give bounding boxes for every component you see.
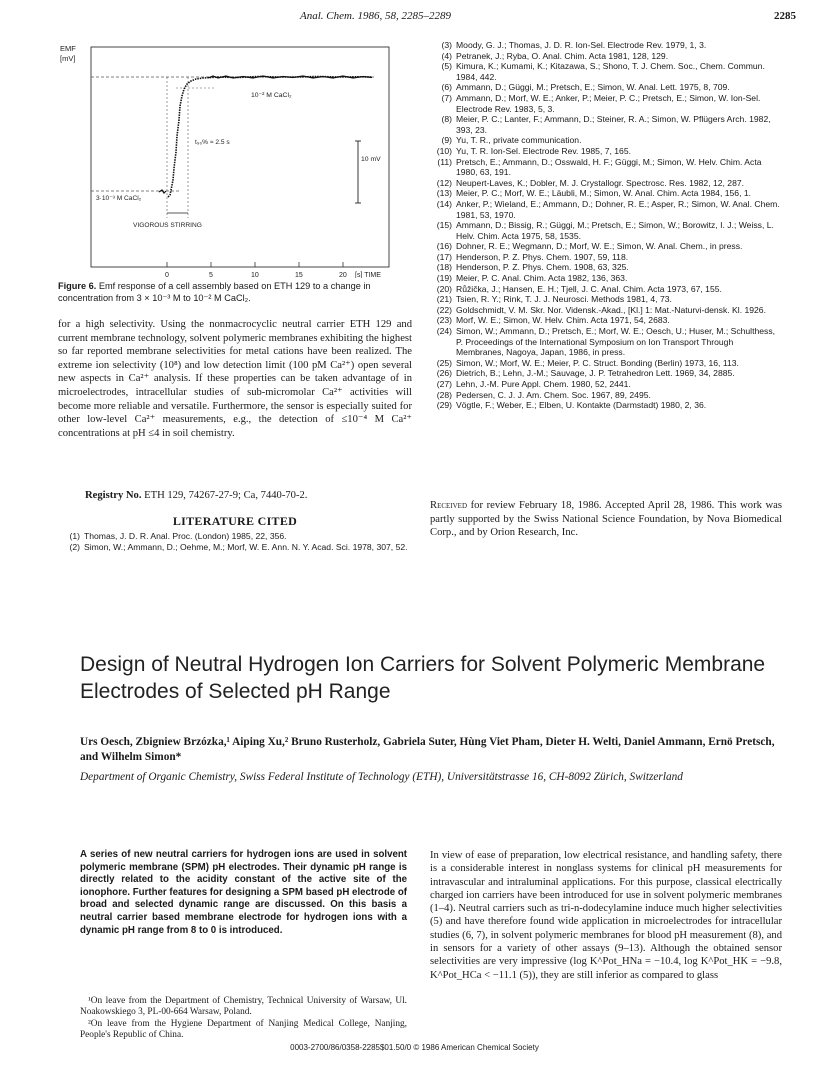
reference-item: (7) Ammann, D.; Morf, W. E.; Anker, P.; Meier, P. C.; Pretsch, E.; Simon, W. Ion-Sel. Electrode Rev. 1983, 5, 3.	[441, 92, 761, 114]
registry-label: Registry No.	[85, 490, 142, 501]
x-axis-unit: [s] TIME	[355, 272, 381, 278]
reference-item: (14) Anker, P.; Wieland, E.; Ammann, D.; Dohner, R. E.; Asper, R.; Simon, W. Anal. Chem. 1981, 53, 1970.	[436, 198, 780, 220]
reference-item: (28) Pedersen, C. J. J. Am. Chem. Soc. 1967, 89, 2495.	[436, 389, 651, 400]
y-axis-label: EMF	[60, 44, 76, 53]
scale-bar-label: 10 mV	[361, 156, 381, 163]
low-concentration-label: 3·10⁻³ M CaCl₂	[96, 195, 142, 202]
x-axis-ticks	[167, 262, 343, 267]
x-tick-label: 20	[339, 272, 347, 278]
x-tick-label: 10	[251, 272, 259, 278]
stirring-label: VIGOROUS STIRRING	[133, 222, 202, 229]
introduction-text: In view of ease of preparation, low electrical resistance, and handling safety, there is a considerable interest in nonglass systems for clinical pH measurements for intravascular and intraluminal applications. For this purpose, classical electrically charged ion carriers have been introduced for use in solvent polymeric membranes (1–4). Neutral carriers such as tri-n-dodecylamine induce much higher selectivities (5) and have therefore found wide application in microelectrodes for intracellular studies (6, 7), in solvent polymeric membranes for blood pH measurement (8), and in sensors for a variety of other assays (9–13). Although the obtained sensor selectivities are very impressive (log K^Pot_HNa = −10.4, log K^Pot_HK = −9.8, K^Pot_HCa < −11.1 (5)), they are still inferior as compared to glass	[430, 850, 782, 981]
reference-item: (3) Moody, G. J.; Thomas, J. D. R. Ion-Sel. Electrode Rev. 1979, 1, 3.	[441, 40, 707, 50]
x-tick-label: 0	[165, 272, 169, 278]
y-axis-unit: [mV]	[60, 54, 76, 63]
reference-item: (23) Morf, W. E.; Simon, W. Helv. Chim. Acta 1971, 54, 2683.	[436, 315, 670, 326]
x-tick-label: 5	[209, 272, 213, 278]
reference-item: (13) Meier, P. C.; Morf, W. E.; Läubli, M.; Simon, W. Anal. Chim. Acta 1984, 156, 1.	[436, 188, 752, 199]
reference-item: (10) Yu, T. R. Ion-Sel. Electrode Rev. 1985, 7, 165.	[436, 145, 631, 156]
reference-list-left	[58, 531, 408, 552]
reference-item: (25) Simon, W.; Morf, W. E.; Meier, P. C. Struct. Bonding (Berlin) 1973, 16, 113.	[436, 357, 739, 368]
footnote-1: ¹On leave from the Department of Chemistry, Technical University of Warsaw, Ul. Noakowskiego 3, PL-00-664 Warsaw, Poland.	[80, 996, 407, 1018]
reference-item: (4) Petranek, J.; Ryba, O. Anal. Chim. Acta 1981, 128, 129.	[441, 50, 669, 61]
reference-item: (8) Meier, P. C.; Lanter, F.; Ammann, D.; Steiner, R. A.; Simon, W. Pflügers Arch. 1982, 393, 23.	[441, 114, 771, 135]
footnotes	[80, 996, 407, 1042]
received-text: for review February 18, 1986. Accepted April 28, 1986. This work was partly supported by the Swiss National Science Foundation, by Nova Biomedical Corp., and by Orion Research, Inc.	[430, 500, 782, 539]
reference-item: (11) Pretsch, E.; Ammann, D.; Osswald, H. F.; Güggi, M.; Simon, W. Helv. Chim. Acta 1980, 63, 191.	[437, 156, 762, 178]
registry-numbers	[85, 490, 415, 501]
reference-item: (1) Thomas, J. D. R. Anal. Proc. (London) 1985, 22, 356.	[69, 531, 287, 541]
literature-cited-heading: LITERATURE CITED	[172, 514, 298, 528]
t90-label: t₉₀% ≈ 2.5 s	[195, 139, 230, 146]
reference-item: (29) Vögtle, F.; Weber, E.; Elben, U. Kontakte (Darmstadt) 1980, 2, 36.	[436, 400, 707, 411]
reference-list-right	[430, 40, 782, 411]
reference-item: (5) Kimura, K.; Kumami, K.; Kitazawa, S.; Shono, T. J. Chem. Soc., Chem. Commun. 1984, 442.	[441, 61, 765, 82]
running-head	[0, 10, 829, 26]
reference-item: (16) Dohner, R. E.; Wegmann, D.; Morf, W. E.; Simon, W. Anal. Chem., in press.	[436, 241, 743, 252]
high-concentration-label: 10⁻² M CaCl₂	[251, 92, 292, 99]
emf-baseline	[159, 190, 166, 193]
reference-item: (22) Goldschmidt, V. M. Skr. Nor. Vidensk.-Akad., [Kl.] 1: Mat.-Naturvi-densk. Kl. 1926.	[436, 304, 766, 315]
reference-item: (21) Tsien, R. Y.; Rink, T. J. J. Neurosci. Methods 1981, 4, 73.	[436, 294, 672, 305]
affiliation: Department of Organic Chemistry, Swiss Federal Institute of Technology (ETH), Universitätstrasse 16, CH-8092 Zürich, Switzerland	[80, 771, 683, 783]
figure-caption-text: Emf response of a cell assembly based on ETH 129 to a change in concentration from 3 × 10⁻³ M to 10⁻² M CaCl₂.	[58, 281, 371, 303]
figure-caption	[58, 281, 408, 304]
reference-item: (27) Lehn, J.-M. Pure Appl. Chem. 1980, 52, 2441.	[436, 379, 631, 389]
author-list: Urs Oesch, Zbigniew Brzózka,¹ Aiping Xu,² Bruno Rusterholz, Gabriela Suter, Hùng Viet Pham, Dieter H. Welti, Daniel Ammann, Ernö Pretsch, and Wilhelm Simon*	[80, 736, 775, 763]
article-title: Design of Neutral Hydrogen Ion Carriers for Solvent Polymeric Membrane Electrodes of Selected pH Range	[80, 653, 766, 703]
received-note	[430, 499, 782, 540]
reference-item: (26) Dietrich, B.; Lehn, J.-M.; Sauvage, J. P. Tetrahedron Lett. 1969, 34, 2885.	[436, 368, 735, 379]
x-tick-label: 15	[295, 272, 303, 278]
reference-item: (12) Neupert-Laves, K.; Dobler, M. J. Crystallogr. Spectrosc. Res. 1982, 12, 287.	[436, 177, 745, 188]
reference-item: (24) Simon, W.; Ammann, D.; Pretsch, E.; Morf, W. E.; Oesch, U.; Huser, M.; Schulthess, P. Proceedings of the International Symposium on Ion Transport Through Membranes, Nagoya, Japan, 1986, in press.	[436, 326, 776, 358]
reference-item: (19) Meier, P. C. Anal. Chim. Acta 1982, 136, 363.	[436, 273, 628, 284]
reference-item: (6) Ammann, D.; Güggi, M.; Pretsch, E.; Simon, W. Anal. Lett. 1975, 8, 709.	[441, 82, 730, 93]
plot-frame	[91, 47, 389, 267]
reference-item: (17) Henderson, P. Z. Phys. Chem. 1907, 59, 118.	[436, 251, 629, 262]
reference-item: (20) Růžička, J.; Hansen, E. H.; Tjell, J. C. Anal. Chim. Acta 1973, 67, 155.	[436, 283, 722, 294]
reference-item: (9) Yu, T. R., private communication.	[441, 135, 582, 146]
footnote-2: ²On leave from the Hygiene Department of Nanjing Medical College, Nanjing, People's Republic of China.	[80, 1018, 407, 1041]
reference-item: (2) Simon, W.; Ammann, D.; Oehme, M.; Morf, W. E. Ann. N. Y. Acad. Sci. 1978, 307, 52.	[69, 541, 408, 552]
reference-item: (15) Ammann, D.; Bissig, R.; Güggi, M.; Pretsch, E.; Simon, W.; Borowitz, I. J.; Weiss, L. Helv. Chim. Acta 1975, 58, 1535.	[436, 220, 774, 241]
page-footer: 0003-2700/86/0358-2285$01.50/0 © 1986 American Chemical Society	[290, 1043, 539, 1052]
received-label: Received	[430, 500, 468, 511]
figure-6-plot	[58, 40, 410, 278]
reference-item: (18) Henderson, P. Z. Phys. Chem. 1908, 63, 325.	[436, 262, 629, 273]
page-number: 2285	[774, 10, 796, 22]
body-text-left: for a high selectivity. Using the nonmacrocyclic neutral carrier ETH 129 and current membrane technology, solvent polymeric membranes exhibiting the highest so far reported membrane selectivities for metal cations have been realized. The extreme ion selectivity (10⁸) and low detection limit (100 pM Ca²⁺) open several new aspects in Ca²⁺ analysis. If these properties can be taken advantage of in microelectrodes, intracellular studies of sub-micromolar Ca²⁺ activities will become more reliable and versatile. Furthermore, the sensor is especially suited for other low-level Ca²⁺ measurements, e.g., the detection of ≤10⁻⁴ M Ca²⁺ concentrations at pH ≤4 in soil chemistry.	[58, 319, 412, 439]
abstract: A series of new neutral carriers for hydrogen ions are used in solvent polymeric membrane (SPM) pH electrodes. Their dynamic pH range is directly related to the acidity constant of the active site of the ionophore. Further features for designing a SPM based pH electrode of broad and selected dynamic range are discussed. On this basis a neutral carrier based membrane electrode for hydrogen ions with a dynamic pH range from 8 to 0 is introduced.	[80, 849, 407, 936]
registry-text: ETH 129, 74267-27-9; Ca, 7440-70-2.	[141, 490, 308, 501]
journal-citation: Anal. Chem. 1986, 58, 2285–2289	[300, 10, 451, 22]
figure-label: Figure 6.	[58, 281, 97, 291]
